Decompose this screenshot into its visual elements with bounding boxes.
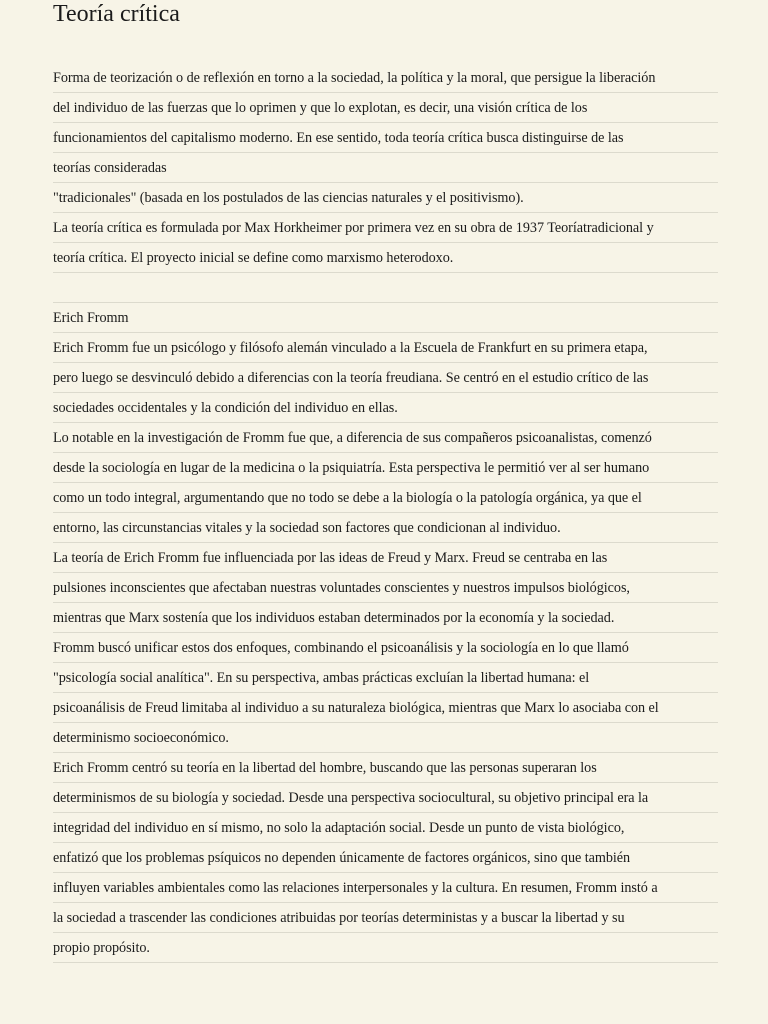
section-heading: Erich Fromm [53,303,718,333]
text-line: del individuo de las fuerzas que lo oprimen y que lo explotan, es decir, una visión crítica de los [53,93,718,123]
text-line: enfatizó que los problemas psíquicos no dependen únicamente de factores orgánicos, sino que también [53,843,718,873]
text-line: Lo notable en la investigación de Fromm fue que, a diferencia de sus compañeros psicoanalistas, comenzó [53,423,718,453]
text-line: pero luego se desvinculó debido a diferencias con la teoría freudiana. Se centró en el estudio crítico de las [53,363,718,393]
text-line: la sociedad a trascender las condiciones atribuidas por teorías deterministas y a buscar la libertad y su [53,903,718,933]
text-line: como un todo integral, argumentando que no todo se debe a la biología o la patología orgánica, ya que el [53,483,718,513]
text-line: entorno, las circunstancias vitales y la sociedad son factores que condicionan al individuo. [53,513,718,543]
text-line: Fromm buscó unificar estos dos enfoques, combinando el psicoanálisis y la sociología en lo que llamó [53,633,718,663]
text-line: mientras que Marx sostenía que los individuos estaban determinados por la economía y la sociedad. [53,603,718,633]
text-line: pulsiones inconscientes que afectaban nuestras voluntades conscientes y nuestros impulsos biológicos, [53,573,718,603]
text-line: Erich Fromm centró su teoría en la libertad del hombre, buscando que las personas superaran los [53,753,718,783]
text-line: Forma de teorización o de reflexión en torno a la sociedad, la política y la moral, que persigue la liberación [53,63,718,93]
text-line: Erich Fromm fue un psicólogo y filósofo alemán vinculado a la Escuela de Frankfurt en su primera etapa, [53,333,718,363]
text-line: teoría crítica. El proyecto inicial se define como marxismo heterodoxo. [53,243,718,273]
text-line: teorías consideradas [53,153,718,183]
text-line: funcionamientos del capitalismo moderno. En ese sentido, toda teoría crítica busca distinguirse de las [53,123,718,153]
document-body [53,63,718,963]
text-line: integridad del individuo en sí mismo, no solo la adaptación social. Desde un punto de vista biológico, [53,813,718,843]
text-line: influyen variables ambientales como las relaciones interpersonales y la cultura. En resumen, Fromm instó a [53,873,718,903]
text-line: "tradicionales" (basada en los postulados de las ciencias naturales y el positivismo). [53,183,718,213]
blank-line [53,273,718,303]
text-line: determinismos de su biología y sociedad. Desde una perspectiva sociocultural, su objetivo principal era la [53,783,718,813]
text-line: La teoría de Erich Fromm fue influenciada por las ideas de Freud y Marx. Freud se centraba en las [53,543,718,573]
text-line: "psicología social analítica". En su perspectiva, ambas prácticas excluían la libertad humana: el [53,663,718,693]
text-line: determinismo socioeconómico. [53,723,718,753]
text-line: La teoría crítica es formulada por Max Horkheimer por primera vez en su obra de 1937 Teoríatradicional y [53,213,718,243]
text-line: propio propósito. [53,933,718,963]
page-title: Teoría crítica [53,1,180,27]
text-line: sociedades occidentales y la condición del individuo en ellas. [53,393,718,423]
text-line: psicoanálisis de Freud limitaba al individuo a su naturaleza biológica, mientras que Marx lo asociaba con el [53,693,718,723]
text-line: desde la sociología en lugar de la medicina o la psiquiatría. Esta perspectiva le permitió ver al ser humano [53,453,718,483]
